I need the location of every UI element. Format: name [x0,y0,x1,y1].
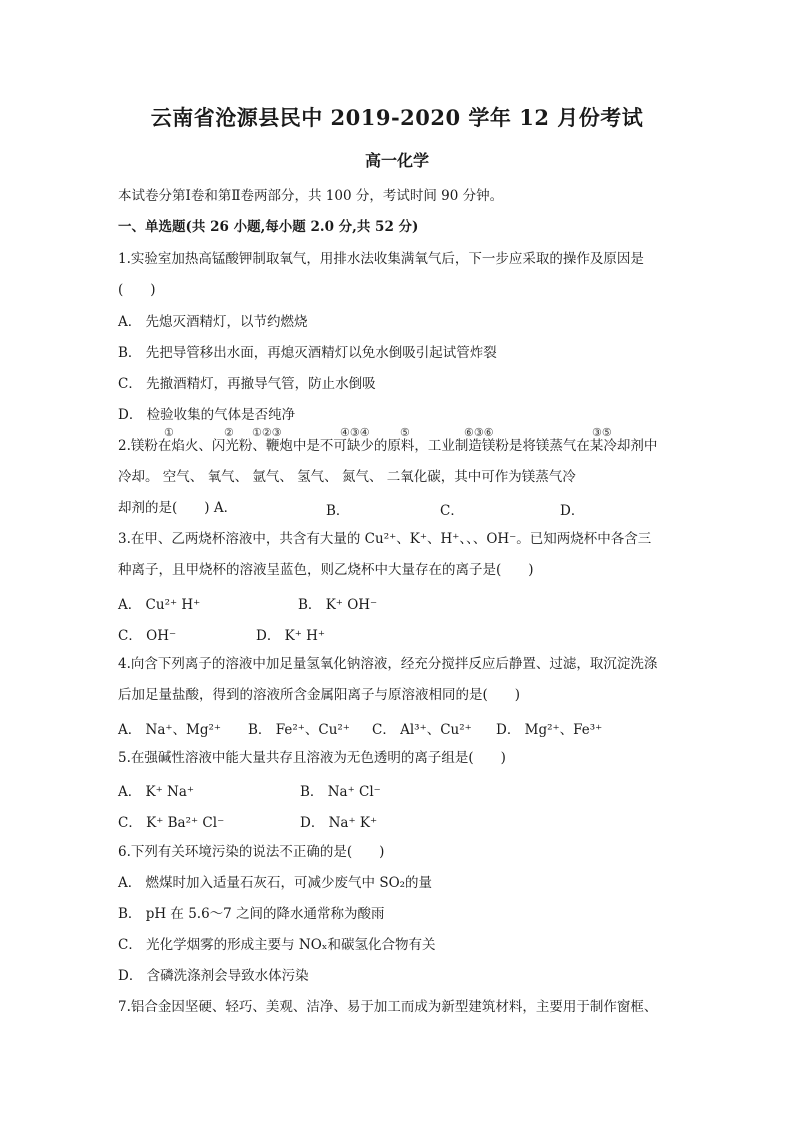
q3-option-d: D． K⁺ H⁺ [256,628,326,644]
q5-option-b: B． Na⁺ Cl⁻ [300,784,381,800]
q1-option-c: C． 先撤酒精灯，再撤导气管，防止水倒吸 [118,376,376,392]
q6-option-c: C． 光化学烟雾的形成主要与 NOₓ和碳氢化合物有关 [118,937,436,953]
q4-option-c: C． Al³⁺、Cu²⁺ [372,722,472,738]
q2-option-b: B． [326,503,350,519]
q2-stem-line1: 2.镁粉在焰火、闪光粉、鞭炮中是不可缺少的原料，工业制造镁粉是将镁蒸气在某冷却剂中 [118,438,658,454]
q1-stem-line1: 1.实验室加热高锰酸钾制取氧气，用排水法收集满氧气后，下一步应采取的操作及原因是 [118,251,644,267]
q2-option-c: C． [440,503,464,519]
section-heading: 一、单选题(共 26 小题,每小题 2.0 分,共 52 分) [118,219,419,235]
q1-option-d: D． 检验收集的气体是否纯净 [118,407,296,423]
q6-option-a: A． 燃煤时加入适量石灰石，可减少废气中 SO₂的量 [118,875,433,891]
q2-mark: ③⑤ [592,426,612,439]
q2-mark: ② [224,426,234,439]
q2-mark: ④③④ [340,426,370,439]
q2-mark: ①②③ [252,426,282,439]
q4-option-b: B． Fe²⁺、Cu²⁺ [248,722,350,738]
q6-option-b: B． pH 在 5.6～7 之间的降水通常称为酸雨 [118,906,385,922]
q4-stem-line2: 后加足量盐酸，得到的溶液所含金属阳离子与原溶液相同的是( ) [118,687,521,703]
q5-stem-line1: 5.在强碱性溶液中能大量共存且溶液为无色透明的离子组是( ) [118,750,506,766]
q4-option-d: D． Mg²⁺、Fe³⁺ [496,722,603,738]
q2-stem-line3: 却剂的是( ) A． [118,500,238,516]
q2-mark: ⑤ [400,426,410,439]
q2-option-d: D． [560,503,585,519]
exam-subtitle: 高一化学 [364,151,429,170]
q5-option-d: D． Na⁺ K⁺ [300,815,378,831]
q2-mark: ⑥③⑥ [464,426,494,439]
q1-option-a: A． 先熄灭酒精灯，以节约燃烧 [118,314,308,330]
q3-option-a: A． Cu²⁺ H⁺ [118,597,201,613]
q3-option-c: C． OH⁻ [118,628,177,644]
q3-stem-line1: 3.在甲、乙两烧杯溶液中，共含有大量的 Cu²⁺、K⁺、H⁺、、、OH⁻。已知两烧杯中各含三 [118,531,652,547]
q6-stem-line1: 6.下列有关环境污染的说法不正确的是( ) [118,844,385,860]
exam-intro: 本试卷分第Ⅰ卷和第Ⅱ卷两部分，共 100 分，考试时间 90 分钟。 [118,188,504,204]
q3-stem-line2: 种离子，且甲烧杯的溶液呈蓝色，则乙烧杯中大量存在的离子是( ) [118,562,534,578]
q7-stem-line1: 7.铝合金因坚硬、轻巧、美观、洁净、易于加工而成为新型建筑材料，主要用于制作窗框、 [118,999,658,1015]
q2-mark: ① [164,426,174,439]
q3-option-b: B． K⁺ OH⁻ [298,597,378,613]
q2-stem-line2: 冷却。 空气、 氧气、 氩气、 氢气、 氮气、 二氧化碳，其中可作为镁蒸气冷 [118,469,576,485]
exam-title: 云南省沧源县民中 2019-2020 学年 12 月份考试 [150,105,644,130]
q1-option-b: B． 先把导管移出水面，再熄灭酒精灯以免水倒吸引起试管炸裂 [118,345,497,361]
q4-stem-line1: 4.向含下列离子的溶液中加足量氢氧化钠溶液，经充分搅拌反应后静置、过滤，取沉淀洗涤 [118,656,658,672]
q5-option-c: C． K⁺ Ba²⁺ Cl⁻ [118,815,225,831]
q4-option-a: A． Na⁺、Mg²⁺ [118,722,222,738]
q6-option-d: D． 含磷洗涤剂会导致水体污染 [118,968,309,984]
q5-option-a: A． K⁺ Na⁺ [118,784,195,800]
q1-stem-line2: ( ) [118,282,156,298]
